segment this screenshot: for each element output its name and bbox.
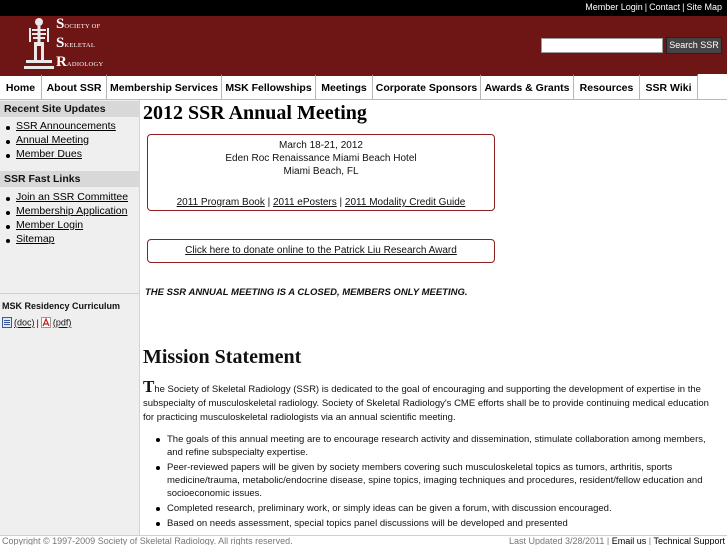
list-item [154,433,714,459]
sidebar-heading-msk-curriculum: MSK Residency Curriculum [2,301,121,311]
meeting-venue: Eden Roc Renaissance Miami Beach Hotel [225,153,417,164]
meeting-info-box [147,134,495,211]
bullet-icon [6,126,10,130]
logo-line-society [56,16,101,33]
copyright-text: Copyright © 1997-2009 Society of Skeletal Radiology. All rights reserved. [2,536,293,545]
email-us-link[interactable]: Email us [611,536,647,545]
main-nav [0,74,727,100]
logo-word: KELETAL [64,42,96,49]
mission-goals-list [154,433,714,532]
mission-text: he Society of Skeletal Radiology (SSR) is dedicated to the goal of encouraging and supporting the development of expertise in the subspecialty of musculoskeletal radiology. Society of Skeletal Radiology's CME efforts shall be to provide continuing medical education for practicing musculoskeletal radiologists via an annual scientific meeting. [143,384,709,423]
site-header [0,16,727,74]
sidebar-divider [0,293,140,294]
donate-link[interactable]: Click here to donate online to the Patrick Liu Research Award [185,245,457,256]
nav-membership-services[interactable]: Membership Services [107,74,222,100]
last-updated: Last Updated 3/28/2011 [508,536,605,545]
donate-box [147,239,495,263]
nav-awards-grants[interactable]: Awards & Grants [481,74,574,100]
top-link-separator: | [644,2,648,12]
top-link-separator: | [682,2,685,12]
logo-initial: S [56,35,65,51]
main-content [140,100,727,535]
curriculum-doc-link[interactable]: (doc) [14,317,35,328]
sidebar [0,100,140,535]
footer-separator: | [606,536,610,545]
eposters-link[interactable]: 2011 ePosters [273,197,337,208]
sidebar-item-sitemap[interactable]: Sitemap [16,233,55,245]
footer-separator: | [648,536,652,545]
nav-about-ssr[interactable]: About SSR [42,74,107,100]
bullet-icon [156,438,160,442]
page-title: 2012 SSR Annual Meeting [143,102,367,124]
sidebar-item-membership-application[interactable]: Membership Application [16,205,128,217]
sidebar-item-ssr-announcements[interactable]: SSR Announcements [16,120,116,132]
sidebar-item-member-dues[interactable]: Member Dues [16,148,82,160]
sidebar-item-annual-meeting[interactable]: Annual Meeting [16,134,89,146]
list-item [154,461,714,500]
nav-home[interactable]: Home [0,74,42,100]
bullet-icon [156,522,160,526]
meeting-link-separator: | [267,197,271,208]
word-doc-icon[interactable] [2,317,12,328]
logo-word: OCIETY OF [64,23,101,30]
curriculum-pdf-link[interactable]: (pdf) [52,317,72,328]
contact-link[interactable]: Contact [649,2,681,12]
bullet-icon [6,154,10,158]
top-links [585,2,722,12]
closed-meeting-notice: THE SSR ANNUAL MEETING IS A CLOSED, MEMBERS ONLY MEETING. [145,287,468,298]
bullet-icon [6,211,10,215]
meeting-links [148,197,494,208]
sidebar-item-join-committee[interactable]: Join an SSR Committee [16,191,129,203]
curriculum-separator: | [36,317,39,328]
footer-links [509,536,725,545]
site-map-link[interactable]: Site Map [686,2,722,12]
bullet-icon [156,466,160,470]
meeting-link-separator: | [339,197,343,208]
sidebar-heading-fast-links: SSR Fast Links [0,171,140,187]
sidebar-item-member-login[interactable]: Member Login [16,219,84,231]
curriculum-downloads [2,317,71,328]
top-bar [0,0,727,16]
goal-text: Based on needs assessment, special topics panel discussions will be developed and presented [167,518,568,529]
mission-paragraph [143,377,718,425]
skeleton-logo-icon [22,16,56,74]
bullet-icon [6,197,10,201]
nav-meetings[interactable]: Meetings [316,74,373,100]
bullet-icon [6,140,10,144]
sidebar-heading-recent: Recent Site Updates [0,101,140,117]
logo-line-skeletal [56,35,95,52]
bullet-icon [6,239,10,243]
search-button[interactable]: Search SSR [666,37,722,54]
search-input[interactable] [541,38,663,53]
logo-word: ADIOLOGY [66,61,104,68]
bullet-icon [6,225,10,229]
logo-initial: S [56,16,65,32]
program-book-link[interactable]: 2011 Program Book [176,197,265,208]
modality-credit-guide-link[interactable]: 2011 Modality Credit Guide [344,197,466,208]
site-footer [0,535,727,545]
meeting-dates: March 18-21, 2012 [279,140,363,151]
mission-title: Mission Statement [143,346,302,368]
ssr-logo[interactable] [22,16,132,74]
member-login-link[interactable]: Member Login [585,2,643,12]
logo-line-radiology [56,54,104,71]
goal-text: Peer-reviewed papers will be given by society members covering such musculoskeletal topics as tumors, arthritis, sports medicine/trauma, metabolic/endocrine disease, spine topics, imaging techniques and procedures, resident/fellow education and socioeconomic issues. [167,462,703,499]
list-item [154,502,714,515]
logo-initial: R [56,54,67,70]
goal-text: Completed research, preliminary work, or simply ideas can be given a forum, with discussion encouraged. [167,503,612,514]
nav-resources[interactable]: Resources [574,74,640,100]
nav-msk-fellowships[interactable]: MSK Fellowships [222,74,316,100]
nav-ssr-wiki[interactable]: SSR Wiki [640,74,698,100]
nav-corporate-sponsors[interactable]: Corporate Sponsors [373,74,481,100]
pdf-icon[interactable] [41,317,51,328]
list-item [154,517,714,530]
goal-text: The goals of this annual meeting are to encourage research activity and dissemination, stimulate collaboration among members, and refine subspecialty expertise. [167,434,706,458]
mission-dropcap: T [143,377,155,396]
technical-support-link[interactable]: Technical Support [653,536,725,545]
meeting-city: Miami Beach, FL [283,166,359,177]
bullet-icon [156,507,160,511]
